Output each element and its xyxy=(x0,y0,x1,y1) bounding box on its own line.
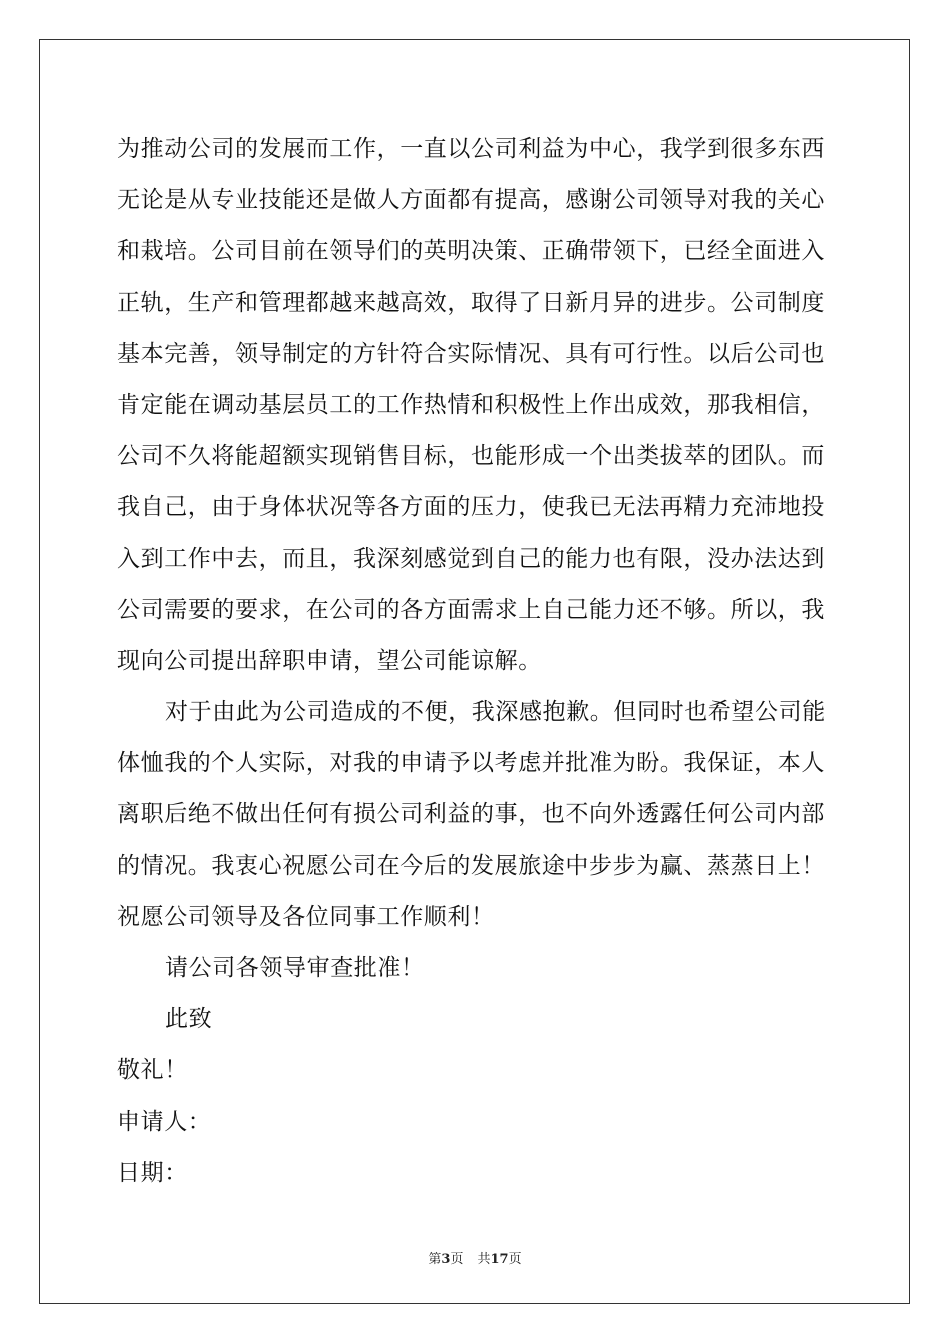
text-line: 公司不久将能超额实现销售目标，也能形成一个出类拔萃的团队。而 xyxy=(117,443,825,470)
closing-regards: 敬礼！ xyxy=(117,1057,188,1084)
date-label: 日期： xyxy=(117,1159,188,1186)
text-line: 无论是从专业技能还是做人方面都有提高，感谢公司领导对我的关心 xyxy=(117,187,825,214)
text-line: 离职后绝不做出任何有损公司利益的事，也不向外透露任何公司内部 xyxy=(117,801,825,828)
paragraph-start-line: 对于由此为公司造成的不便，我深感抱歉。但同时也希望公司能 xyxy=(165,699,826,726)
text-line: 和栽培。公司目前在领导们的英明决策、正确带领下，已经全面进入 xyxy=(117,238,825,265)
text-line: 体恤我的个人实际，对我的申请予以考虑并批准为盼。我保证，本人 xyxy=(117,750,825,777)
text-line: 祝愿公司领导及各位同事工作顺利！ xyxy=(117,903,495,930)
text-line: 的情况。我衷心祝愿公司在今后的发展旅途中步步为赢、蒸蒸日上！ xyxy=(117,852,825,879)
total-prefix: 共 xyxy=(477,1252,491,1267)
applicant-label: 申请人： xyxy=(117,1108,212,1135)
text-line: 基本完善，领导制定的方针符合实际情况、具有可行性。以后公司也 xyxy=(117,340,825,367)
text-line: 我自己，由于身体状况等各方面的压力，使我已无法再精力充沛地投 xyxy=(117,494,825,521)
closing-salutation: 此致 xyxy=(165,1006,213,1033)
text-line: 正轨，生产和管理都越来越高效，取得了日新月异的进步。公司制度 xyxy=(117,289,825,316)
text-line: 入到工作中去，而且，我深刻感觉到自己的能力也有限，没办法达到 xyxy=(117,545,825,572)
page-footer xyxy=(0,1248,950,1267)
page-current: 3 xyxy=(441,1252,451,1267)
request-approval-line: 请公司各领导审查批准！ xyxy=(165,955,425,981)
page-total: 17 xyxy=(490,1252,509,1267)
text-line: 现向公司提出辞职申请，望公司能谅解。 xyxy=(117,647,542,674)
letter-body xyxy=(117,124,837,1199)
page-suffix: 页 xyxy=(450,1252,464,1267)
text-line: 为推动公司的发展而工作，一直以公司利益为中心，我学到很多东西 xyxy=(117,136,825,162)
total-suffix: 页 xyxy=(508,1252,522,1267)
text-line: 公司需要的要求，在公司的各方面需求上自己能力还不够。所以，我 xyxy=(117,596,825,623)
text-line: 肯定能在调动基层员工的工作热情和积极性上作出成效，那我相信， xyxy=(117,391,825,418)
page-prefix: 第 xyxy=(428,1252,442,1267)
